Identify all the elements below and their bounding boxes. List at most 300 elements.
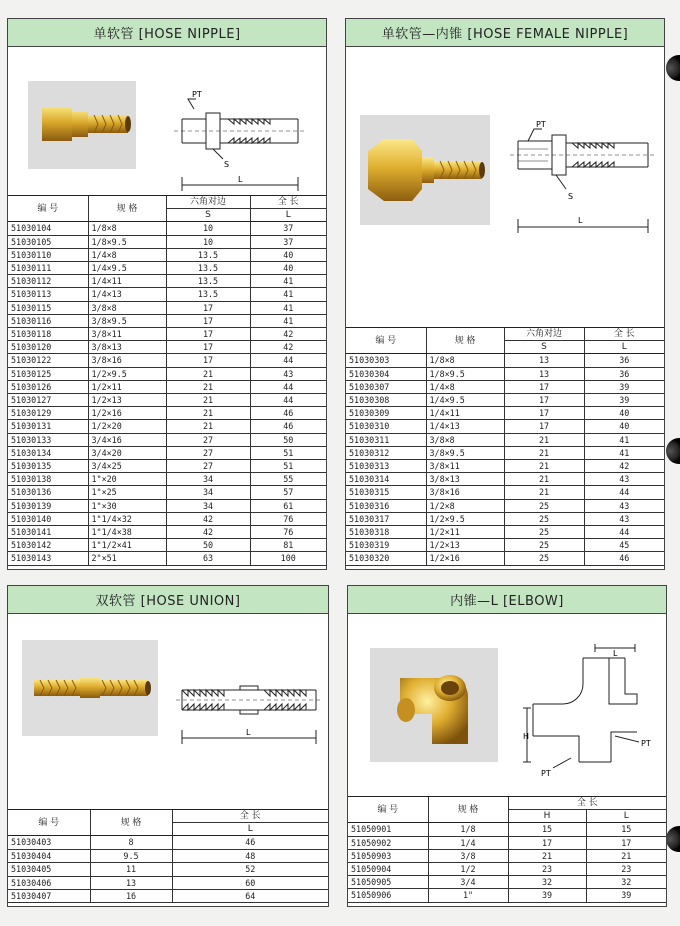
table-cell: 63 xyxy=(166,552,250,565)
table-row xyxy=(8,849,328,862)
diagram-label-l: L xyxy=(578,216,583,225)
table-cell: 16 xyxy=(90,890,172,903)
table-cell: 51030125 xyxy=(8,367,88,380)
table-cell: 40 xyxy=(584,420,664,433)
table-cell: 17 xyxy=(166,314,250,327)
col-h-sub: H xyxy=(508,810,586,823)
table-cell: 27 xyxy=(166,433,250,446)
table-cell: 57 xyxy=(250,486,326,499)
table-row xyxy=(346,354,664,367)
table-cell: 3/4×25 xyxy=(88,460,166,473)
table-row xyxy=(346,460,664,473)
table-cell: 40 xyxy=(250,248,326,261)
table-row xyxy=(8,526,326,539)
table-cell: 17 xyxy=(166,328,250,341)
table-cell: 3/8×9.5 xyxy=(426,446,504,459)
col-l-sub: L xyxy=(586,810,666,823)
diagram-label-pt: PT xyxy=(192,90,202,99)
table-cell: 81 xyxy=(250,539,326,552)
table-cell: 52 xyxy=(172,863,328,876)
table-cell: 34 xyxy=(166,499,250,512)
col-length-sub: L xyxy=(172,823,328,836)
col-code: 编 号 xyxy=(8,196,88,222)
table-cell: 51030104 xyxy=(8,222,88,235)
table-row xyxy=(8,460,326,473)
table-cell: 44 xyxy=(250,394,326,407)
table-cell: 51030303 xyxy=(346,354,426,367)
table-cell: 1"×30 xyxy=(88,499,166,512)
table-row xyxy=(8,288,326,301)
table-row xyxy=(346,433,664,446)
table-cell: 15 xyxy=(586,823,666,836)
table-cell: 51030133 xyxy=(8,433,88,446)
table-cell: 46 xyxy=(172,836,328,849)
col-length: 全 长 xyxy=(172,810,328,823)
table-cell: 51030308 xyxy=(346,394,426,407)
table-cell: 43 xyxy=(250,367,326,380)
table-cell: 44 xyxy=(250,354,326,367)
table-cell: 34 xyxy=(166,486,250,499)
table-cell: 51030126 xyxy=(8,380,88,393)
table-cell: 32 xyxy=(586,876,666,889)
product-photo xyxy=(28,81,136,169)
table-cell: 17 xyxy=(166,301,250,314)
table-row xyxy=(8,248,326,261)
table-cell: 27 xyxy=(166,446,250,459)
table-cell: 3/4 xyxy=(428,876,508,889)
table-cell: 1/4×11 xyxy=(426,407,504,420)
diagram-label-l: L xyxy=(246,728,251,737)
product-photo xyxy=(22,640,158,736)
table-cell: 48 xyxy=(172,849,328,862)
table-row xyxy=(8,486,326,499)
table-cell: 21 xyxy=(166,394,250,407)
table-cell: 51030310 xyxy=(346,420,426,433)
diagram-label-pt: PT xyxy=(536,120,546,129)
table-cell: 1"×20 xyxy=(88,473,166,486)
col-code: 编 号 xyxy=(346,328,426,354)
table-cell: 51050903 xyxy=(348,849,428,862)
table-cell: 8 xyxy=(90,836,172,849)
table-cell: 1/4×11 xyxy=(88,275,166,288)
dimension-diagram xyxy=(174,660,324,760)
table-cell: 51030120 xyxy=(8,341,88,354)
table-cell: 39 xyxy=(584,394,664,407)
table-cell: 1"1/2×41 xyxy=(88,539,166,552)
table-cell: 21 xyxy=(504,433,584,446)
table-row xyxy=(8,301,326,314)
table-cell: 1/4×9.5 xyxy=(426,394,504,407)
col-length: 全 长 xyxy=(584,328,664,341)
table-cell: 1/4 xyxy=(428,836,508,849)
table-cell: 1/4×9.5 xyxy=(88,262,166,275)
table-row xyxy=(8,863,328,876)
spec-table xyxy=(8,809,328,903)
table-cell: 55 xyxy=(250,473,326,486)
table-row xyxy=(346,486,664,499)
product-photo xyxy=(370,648,498,762)
table-cell: 13.5 xyxy=(166,262,250,275)
table-cell: 34 xyxy=(166,473,250,486)
panel-hose-union xyxy=(7,585,329,907)
table-cell: 1/2×13 xyxy=(426,539,504,552)
col-spec: 规 格 xyxy=(426,328,504,354)
table-row xyxy=(8,380,326,393)
table-cell: 51030112 xyxy=(8,275,88,288)
col-hex-sub: S xyxy=(166,209,250,222)
diagram-label-s: S xyxy=(224,160,230,169)
table-cell: 51030110 xyxy=(8,248,88,261)
table-cell: 13.5 xyxy=(166,248,250,261)
table-cell: 51030319 xyxy=(346,539,426,552)
table-cell: 10 xyxy=(166,235,250,248)
col-length: 全 长 xyxy=(508,797,666,810)
table-cell: 51050905 xyxy=(348,876,428,889)
binder-hole-2 xyxy=(666,438,680,464)
spec-table xyxy=(8,195,326,566)
table-cell: 51030143 xyxy=(8,552,88,565)
table-cell: 39 xyxy=(508,889,586,902)
table-cell: 17 xyxy=(504,380,584,393)
table-row xyxy=(8,354,326,367)
dimension-diagram xyxy=(523,644,663,784)
table-cell: 17 xyxy=(508,836,586,849)
table-cell: 13.5 xyxy=(166,275,250,288)
table-cell: 51050906 xyxy=(348,889,428,902)
table-cell: 32 xyxy=(508,876,586,889)
table-row xyxy=(346,380,664,393)
table-cell: 41 xyxy=(584,433,664,446)
table-row xyxy=(348,863,666,876)
table-cell: 1"1/4×38 xyxy=(88,526,166,539)
table-cell: 21 xyxy=(166,367,250,380)
product-photo xyxy=(360,115,490,225)
table-cell: 3/8×8 xyxy=(88,301,166,314)
table-cell: 51030314 xyxy=(346,473,426,486)
panel-title: 单软管—内锥 [HOSE FEMALE NIPPLE] xyxy=(346,19,664,47)
table-cell: 42 xyxy=(250,328,326,341)
table-cell: 51030118 xyxy=(8,328,88,341)
table-cell: 25 xyxy=(504,512,584,525)
panel-title: 单软管 [HOSE NIPPLE] xyxy=(8,19,326,47)
table-row xyxy=(348,823,666,836)
table-row xyxy=(346,512,664,525)
table-cell: 13 xyxy=(90,876,172,889)
table-cell: 51030105 xyxy=(8,235,88,248)
table-cell: 51030316 xyxy=(346,499,426,512)
diagram-label-pt-right: PT xyxy=(641,739,651,748)
table-cell: 3/8×9.5 xyxy=(88,314,166,327)
table-cell: 1/8×8 xyxy=(88,222,166,235)
table-cell: 25 xyxy=(504,552,584,565)
table-row xyxy=(346,446,664,459)
table-cell: 1/4×13 xyxy=(426,420,504,433)
panel-title: 内锥—L [ELBOW] xyxy=(348,586,666,614)
table-cell: 50 xyxy=(250,433,326,446)
table-cell: 1/2×16 xyxy=(88,407,166,420)
table-cell: 51030405 xyxy=(8,863,90,876)
table-row xyxy=(8,552,326,565)
table-cell: 100 xyxy=(250,552,326,565)
table-cell: 3/8×13 xyxy=(426,473,504,486)
table-row xyxy=(8,836,328,849)
table-cell: 17 xyxy=(504,420,584,433)
binder-hole-1 xyxy=(666,55,680,81)
table-cell: 51030313 xyxy=(346,460,426,473)
table-cell: 1" xyxy=(428,889,508,902)
dimension-diagram xyxy=(506,111,656,241)
table-cell: 1"×25 xyxy=(88,486,166,499)
table-cell: 9.5 xyxy=(90,849,172,862)
table-cell: 51030122 xyxy=(8,354,88,367)
table-cell: 10 xyxy=(166,222,250,235)
table-row xyxy=(8,341,326,354)
table-cell: 37 xyxy=(250,235,326,248)
table-cell: 41 xyxy=(250,301,326,314)
table-cell: 21 xyxy=(504,460,584,473)
table-row xyxy=(346,552,664,565)
table-cell: 51030318 xyxy=(346,526,426,539)
table-cell: 37 xyxy=(250,222,326,235)
table-row xyxy=(346,473,664,486)
table-row xyxy=(348,836,666,849)
table-cell: 1/8×9.5 xyxy=(88,235,166,248)
table-row xyxy=(348,876,666,889)
table-cell: 51030304 xyxy=(346,367,426,380)
table-cell: 64 xyxy=(172,890,328,903)
table-row xyxy=(8,446,326,459)
table-cell: 51030403 xyxy=(8,836,90,849)
table-row xyxy=(8,222,326,235)
table-cell: 1/2×16 xyxy=(426,552,504,565)
spec-table xyxy=(346,327,664,566)
table-cell: 41 xyxy=(250,288,326,301)
table-cell: 51030129 xyxy=(8,407,88,420)
table-cell: 51030136 xyxy=(8,486,88,499)
table-cell: 51030312 xyxy=(346,446,426,459)
table-cell: 51030138 xyxy=(8,473,88,486)
table-cell: 51030134 xyxy=(8,446,88,459)
table-cell: 51030111 xyxy=(8,262,88,275)
table-cell: 51030139 xyxy=(8,499,88,512)
table-cell: 21 xyxy=(166,420,250,433)
table-cell: 45 xyxy=(584,539,664,552)
table-cell: 40 xyxy=(584,407,664,420)
table-cell: 2"×51 xyxy=(88,552,166,565)
table-cell: 1/2×9.5 xyxy=(426,512,504,525)
table-cell: 41 xyxy=(584,446,664,459)
table-row xyxy=(346,394,664,407)
table-cell: 60 xyxy=(172,876,328,889)
diagram-label-l: L xyxy=(238,175,243,184)
table-cell: 51030404 xyxy=(8,849,90,862)
table-row xyxy=(8,314,326,327)
table-cell: 61 xyxy=(250,499,326,512)
col-spec: 规 格 xyxy=(428,797,508,823)
table-row xyxy=(8,420,326,433)
panel-title: 双软管 [HOSE UNION] xyxy=(8,586,328,614)
table-cell: 3/8×16 xyxy=(426,486,504,499)
table-cell: 1/2×11 xyxy=(426,526,504,539)
table-cell: 21 xyxy=(508,849,586,862)
table-cell: 51030307 xyxy=(346,380,426,393)
diagram-label-pt-bottom: PT xyxy=(541,769,551,778)
table-row xyxy=(8,367,326,380)
col-length-sub: L xyxy=(250,209,326,222)
table-cell: 1/4×13 xyxy=(88,288,166,301)
table-row xyxy=(8,512,326,525)
table-cell: 46 xyxy=(250,407,326,420)
table-row xyxy=(8,433,326,446)
table-cell: 51030141 xyxy=(8,526,88,539)
dimension-diagram xyxy=(168,85,308,205)
table-cell: 1/2×20 xyxy=(88,420,166,433)
table-row xyxy=(8,473,326,486)
col-hex: 六角对边 xyxy=(504,328,584,341)
table-cell: 46 xyxy=(250,420,326,433)
table-cell: 43 xyxy=(584,473,664,486)
table-cell: 51030140 xyxy=(8,512,88,525)
table-row xyxy=(8,262,326,275)
table-row xyxy=(8,394,326,407)
table-cell: 51030135 xyxy=(8,460,88,473)
table-cell: 51 xyxy=(250,446,326,459)
table-cell: 51030131 xyxy=(8,420,88,433)
diagram-label-s: S xyxy=(568,192,574,201)
table-cell: 51030142 xyxy=(8,539,88,552)
table-cell: 13.5 xyxy=(166,288,250,301)
table-row xyxy=(346,499,664,512)
table-cell: 15 xyxy=(508,823,586,836)
table-row xyxy=(8,328,326,341)
table-cell: 43 xyxy=(584,499,664,512)
table-cell: 51030320 xyxy=(346,552,426,565)
table-cell: 1/2×13 xyxy=(88,394,166,407)
table-row xyxy=(346,420,664,433)
table-cell: 13 xyxy=(504,354,584,367)
table-cell: 17 xyxy=(504,394,584,407)
table-row xyxy=(8,539,326,552)
table-cell: 1/2×9.5 xyxy=(88,367,166,380)
diagram-label-h: H xyxy=(523,732,530,741)
col-length-sub: L xyxy=(584,341,664,354)
table-cell: 51030113 xyxy=(8,288,88,301)
table-row xyxy=(8,235,326,248)
table-cell: 1/2×11 xyxy=(88,380,166,393)
table-cell: 27 xyxy=(166,460,250,473)
table-cell: 51050904 xyxy=(348,863,428,876)
table-cell: 42 xyxy=(250,341,326,354)
table-row xyxy=(8,275,326,288)
table-cell: 13 xyxy=(504,367,584,380)
table-cell: 43 xyxy=(584,512,664,525)
table-cell: 51030311 xyxy=(346,433,426,446)
table-cell: 42 xyxy=(584,460,664,473)
table-row xyxy=(346,367,664,380)
table-cell: 76 xyxy=(250,512,326,525)
col-hex-sub: S xyxy=(504,341,584,354)
table-cell: 1"1/4×32 xyxy=(88,512,166,525)
table-cell: 1/8 xyxy=(428,823,508,836)
col-spec: 规 格 xyxy=(88,196,166,222)
table-cell: 40 xyxy=(250,262,326,275)
binder-hole-3 xyxy=(666,826,680,852)
table-cell: 23 xyxy=(586,863,666,876)
table-cell: 36 xyxy=(584,354,664,367)
table-cell: 21 xyxy=(166,380,250,393)
table-cell: 51030407 xyxy=(8,890,90,903)
table-cell: 51050901 xyxy=(348,823,428,836)
table-cell: 23 xyxy=(508,863,586,876)
col-spec: 规 格 xyxy=(90,810,172,836)
table-cell: 3/8×13 xyxy=(88,341,166,354)
table-row xyxy=(8,407,326,420)
table-cell: 3/8×8 xyxy=(426,433,504,446)
table-cell: 51030115 xyxy=(8,301,88,314)
table-cell: 1/2×8 xyxy=(426,499,504,512)
table-cell: 51030309 xyxy=(346,407,426,420)
table-cell: 42 xyxy=(166,526,250,539)
table-cell: 17 xyxy=(166,341,250,354)
table-cell: 39 xyxy=(586,889,666,902)
panel-elbow xyxy=(347,585,667,907)
col-hex: 六角对边 xyxy=(166,196,250,209)
table-cell: 3/4×16 xyxy=(88,433,166,446)
table-cell: 1/8×9.5 xyxy=(426,367,504,380)
table-cell: 3/4×20 xyxy=(88,446,166,459)
table-cell: 44 xyxy=(584,486,664,499)
table-cell: 25 xyxy=(504,526,584,539)
table-row xyxy=(8,499,326,512)
table-cell: 3/8×11 xyxy=(426,460,504,473)
table-cell: 76 xyxy=(250,526,326,539)
table-cell: 44 xyxy=(584,526,664,539)
table-cell: 21 xyxy=(586,849,666,862)
table-cell: 51030116 xyxy=(8,314,88,327)
diagram-label-l: L xyxy=(613,649,618,658)
col-code: 编 号 xyxy=(348,797,428,823)
table-cell: 21 xyxy=(166,407,250,420)
table-cell: 51030315 xyxy=(346,486,426,499)
table-cell: 51030317 xyxy=(346,512,426,525)
table-cell: 25 xyxy=(504,539,584,552)
table-cell: 51030406 xyxy=(8,876,90,889)
table-row xyxy=(346,539,664,552)
table-cell: 50 xyxy=(166,539,250,552)
table-row xyxy=(8,890,328,903)
table-cell: 1/8×8 xyxy=(426,354,504,367)
table-cell: 17 xyxy=(504,407,584,420)
table-cell: 17 xyxy=(166,354,250,367)
panel-hose-nipple xyxy=(7,18,327,570)
table-cell: 39 xyxy=(584,380,664,393)
table-cell: 36 xyxy=(584,367,664,380)
table-cell: 41 xyxy=(250,314,326,327)
table-cell: 21 xyxy=(504,446,584,459)
table-cell: 21 xyxy=(504,473,584,486)
table-cell: 17 xyxy=(586,836,666,849)
table-cell: 3/8×11 xyxy=(88,328,166,341)
table-cell: 51 xyxy=(250,460,326,473)
table-cell: 25 xyxy=(504,499,584,512)
table-row xyxy=(8,876,328,889)
table-cell: 42 xyxy=(166,512,250,525)
table-cell: 51030127 xyxy=(8,394,88,407)
table-row xyxy=(348,849,666,862)
table-cell: 1/2 xyxy=(428,863,508,876)
table-cell: 46 xyxy=(584,552,664,565)
col-code: 编 号 xyxy=(8,810,90,836)
